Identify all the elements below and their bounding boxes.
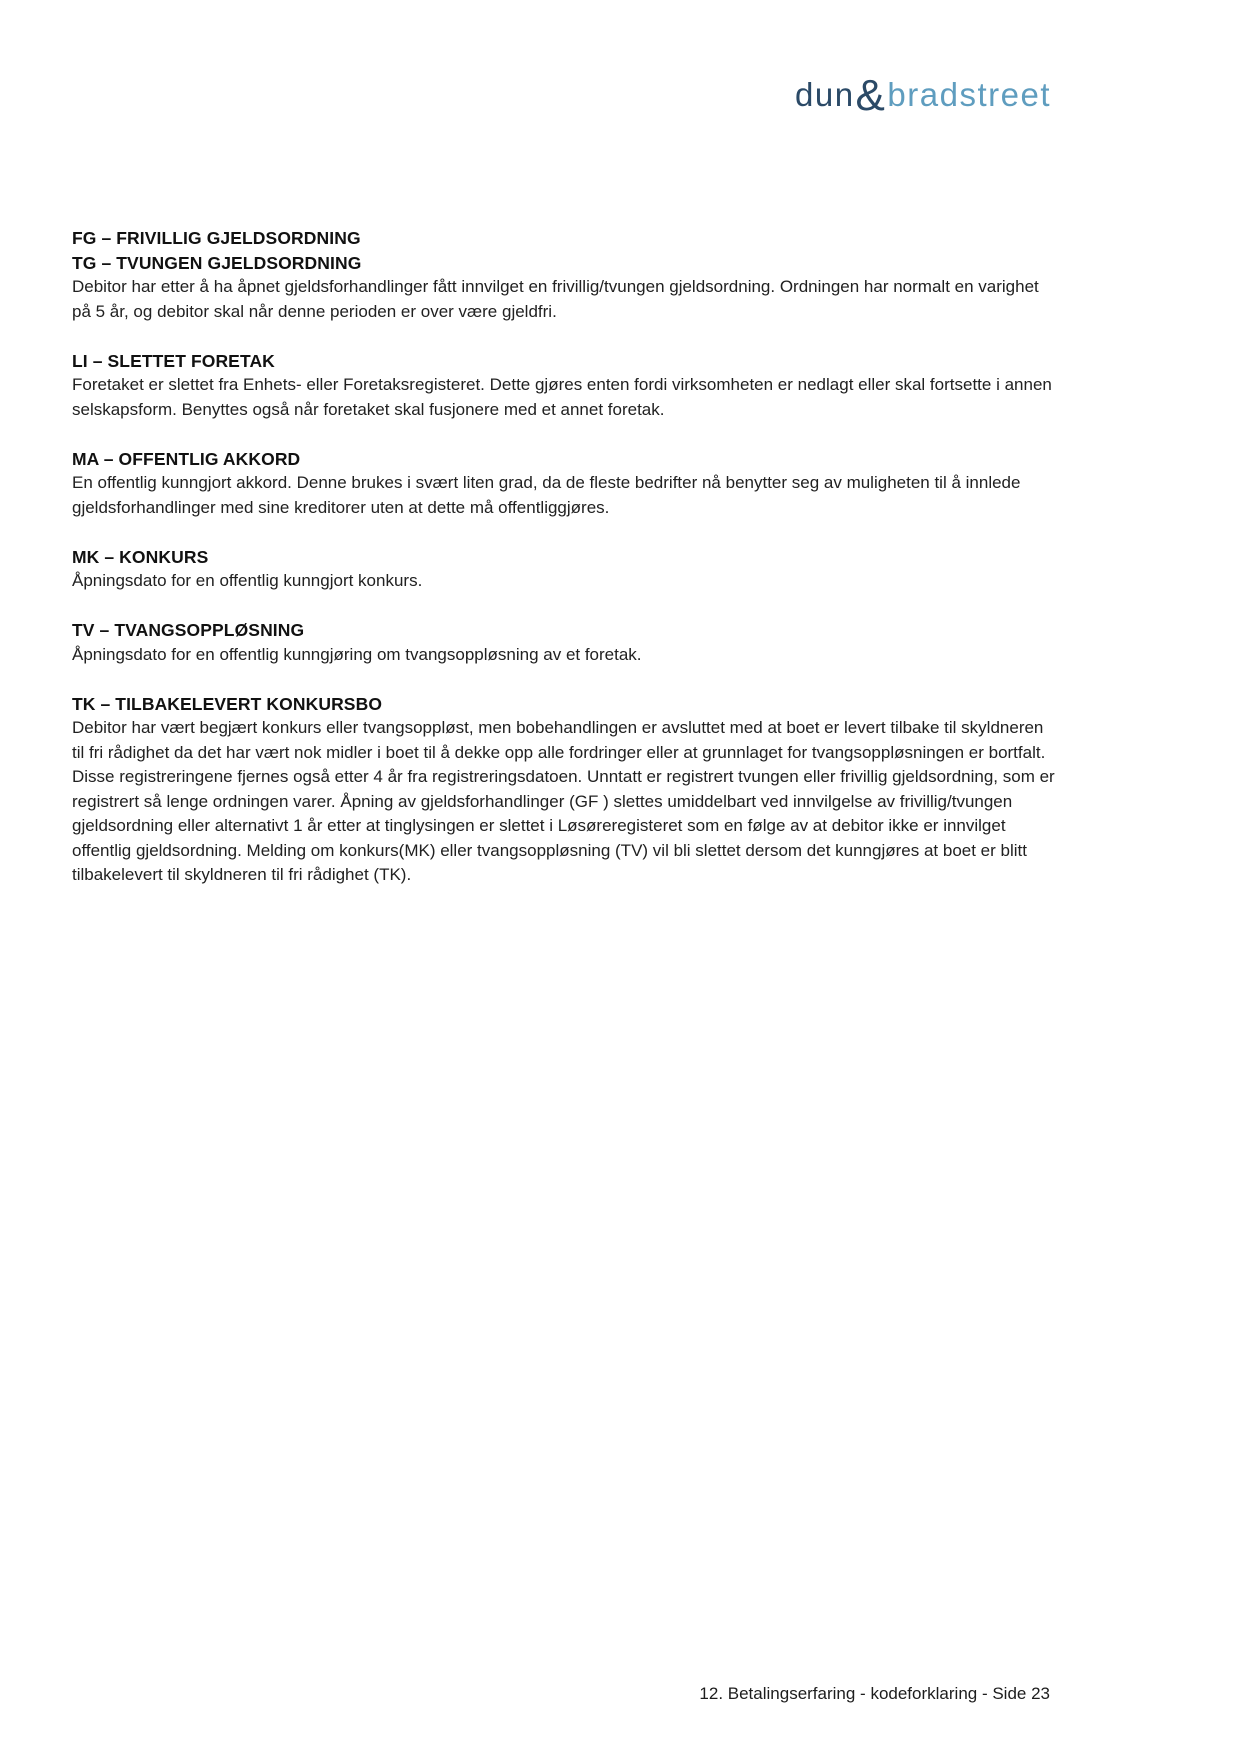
section-tk — [72, 692, 1057, 888]
section-body: Åpningsdato for en offentlig kunngjøring om tvangsoppløsning av et foretak. — [72, 644, 642, 664]
document-body — [72, 226, 1057, 912]
section-ma — [72, 447, 1057, 521]
logo-text-bradstreet: bradstreet — [887, 76, 1051, 113]
page-footer: 12. Betalingserfaring - kodeforklaring - Side 23 — [699, 1684, 1050, 1703]
section-body: Debitor har vært begjært konkurs eller tvangsoppløst, men bobehandlingen er avsluttet med at boet er levert tilbake til skyldneren til fri rådighet da det har vært nok midler i boet til å dekke opp alle fordringer eller at grunnlaget for tvangsoppløsningen er bortfalt. Disse registreringene fjernes også etter 4 år fra registreringsdatoen. Unntatt er registrert tvungen eller frivillig gjeldsordning, som er registrert så lenge ordningen varer. Åpning av gjeldsforhandlinger (GF ) slettes umiddelbart ved innvilgelse av frivillig/tvungen gjeldsordning eller alternativt 1 år etter at tinglysingen er slettet i Løsøreregisteret som en følge av at debitor ikke er innvilget offentlig gjeldsordning. Melding om konkurs(MK) eller tvangsoppløsning (TV) vil bli slettet dersom det kunngjøres at boet er blitt tilbakelevert til skyldneren til fri rådighet (TK). — [72, 718, 1055, 884]
section-body: Foretaket er slettet fra Enhets- eller Foretaksregisteret. Dette gjøres enten fordi virksomheten er nedlagt eller skal fortsette i annen selskapsform. Benyttes også når foretaket skal fusjonere med et annet foretak. — [72, 375, 1052, 419]
section-li — [72, 349, 1057, 423]
section-fg-tg — [72, 226, 1057, 324]
section-body: En offentlig kunngjort akkord. Denne brukes i svært liten grad, da de fleste bedrifter nå benytter seg av muligheten til å innlede gjeldsforhandlinger med sine kreditorer uten at dette må offentliggjøres. — [72, 473, 1021, 517]
section-heading: TG – TVUNGEN GJELDSORDNING — [72, 252, 362, 273]
section-heading: LI – SLETTET FORETAK — [72, 350, 275, 371]
logo-text-dun: dun — [794, 76, 855, 113]
section-body: Åpningsdato for en offentlig kunngjort konkurs. — [72, 571, 423, 590]
section-heading: MK – KONKURS — [72, 546, 209, 567]
section-heading: MA – OFFENTLIG AKKORD — [72, 448, 301, 469]
section-heading: TK – TILBAKELEVERT KONKURSBO — [72, 693, 383, 714]
ampersand-icon: & — [855, 71, 887, 120]
section-tv — [72, 618, 1057, 667]
dun-bradstreet-logo — [794, 70, 1051, 120]
section-mk — [72, 545, 1057, 594]
section-heading: TV – TVANGSOPPLØSNING — [72, 620, 305, 640]
section-body: Debitor har etter å ha åpnet gjeldsforhandlinger fått innvilget en frivillig/tvungen gjeldsordning. Ordningen har normalt en varighet på 5 år, og debitor skal når denne perioden er over være gjeldfri. — [72, 277, 1039, 321]
section-heading: FG – FRIVILLIG GJELDSORDNING — [72, 228, 361, 248]
